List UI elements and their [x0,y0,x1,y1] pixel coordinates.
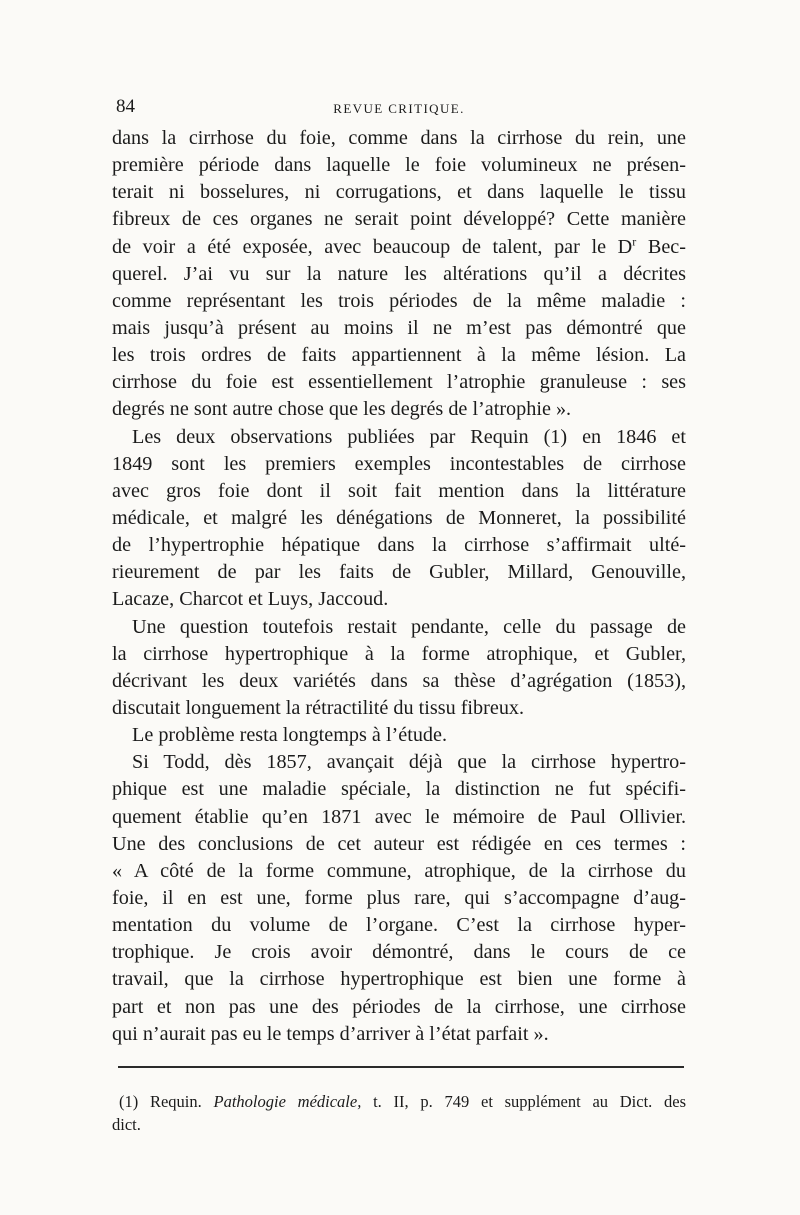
text-fragment: Bec- [636,235,686,258]
text-line: quement établie qu’en 1871 avec le mémoire de Paul Ollivier. [112,805,686,828]
page-header [112,92,686,122]
text-line: phique est une maladie spéciale, la distinction ne fut spécifi- [112,778,686,801]
text-fragment: de voir a été exposée, avec beaucoup de talent, par le D [112,235,633,258]
text-line: les trois ordres de faits appartiennent à la même lésion. La [112,344,686,367]
footnote-line: dict. [112,1114,141,1134]
text-line: querel. J’ai vu sur la nature les altérations qu’il a décrites [112,262,686,285]
text-line: de l’hypertrophie hépatique dans la cirrhose s’affirmait ulté- [112,534,686,557]
text-line: travail, que la cirrhose hypertrophique est bien une forme à [112,968,686,991]
text-line: part et non pas une des périodes de la cirrhose, une cirrhose [112,995,686,1018]
footnote-line [112,1090,686,1113]
text-line: avec gros foie dont il soit fait mention dans la littérature [112,479,686,502]
text-line: rieurement de par les faits de Gubler, Millard, Genouville, [112,561,686,584]
text-line: Une question toutefois restait pendante, celle du passage de [132,615,686,638]
text-line: terait ni bosselures, ni corrugations, et dans laquelle le tissu [112,181,686,204]
text-line: Lacaze, Charcot et Luys, Jaccoud. [112,588,389,611]
text-line: Les deux observations publiées par Requin (1) en 1846 et [132,425,686,448]
text-line: cirrhose du foie est essentiellement l’atrophie granuleuse : ses [112,371,686,394]
page-number: 84 [116,96,135,117]
text-line: première période dans laquelle le foie volumineux ne présen- [112,154,686,177]
footnote-marker: (1) Requin. [119,1091,202,1111]
text-line: discutait longuement la rétractilité du tissu fibreux. [112,696,525,719]
footnote-details: t. II, p. 749 et supplément au Dict. des [373,1091,687,1111]
text-line [112,234,686,261]
book-page [112,92,686,1136]
text-line: 1849 sont les premiers exemples incontestables de cirrhose [112,452,686,475]
footnote-work-title: Pathologie médicale, [213,1091,362,1111]
text-line: comme représentant les trois périodes de la même maladie : [112,289,686,312]
text-line: mais jusqu’à présent au moins il ne m’est pas démontré que [112,316,686,339]
footnote [112,1090,686,1136]
text-line: fibreux de ces organes ne serait point développé? Cette manière [112,208,686,231]
body-text [112,125,686,1048]
text-line: Si Todd, dès 1857, avançait déjà que la cirrhose hypertro- [132,751,686,774]
text-line: Le problème resta longtemps à l’étude. [132,724,448,747]
text-line: degrés ne sont autre chose que les degrés de l’atrophie ». [112,398,572,421]
text-line: qui n’aurait pas eu le temps d’arriver à l’état parfait ». [112,1022,549,1045]
text-line: « A côté de la forme commune, atrophique, de la cirrhose du [112,859,686,882]
doctor-superscript: r [632,233,637,248]
text-line: Une des conclusions de cet auteur est rédigée en ces termes : [112,832,686,855]
text-line: la cirrhose hypertrophique à la forme atrophique, et Gubler, [112,642,686,665]
text-line: mentation du volume de l’organe. C’est la cirrhose hyper- [112,914,686,937]
text-line: trophique. Je crois avoir démontré, dans le cours de ce [112,941,686,964]
text-line: dans la cirrhose du foie, comme dans la cirrhose du rein, une [112,127,686,149]
text-line: décrivant les deux variétés dans sa thèse d’agrégation (1853), [112,669,686,692]
text-line: foie, il en est une, forme plus rare, qui s’accompagne d’aug- [112,886,686,909]
footnote-divider [118,1066,684,1068]
running-head: REVUE CRITIQUE. [333,101,465,116]
text-line: médicale, et malgré les dénégations de Monneret, la possibilité [112,506,686,529]
